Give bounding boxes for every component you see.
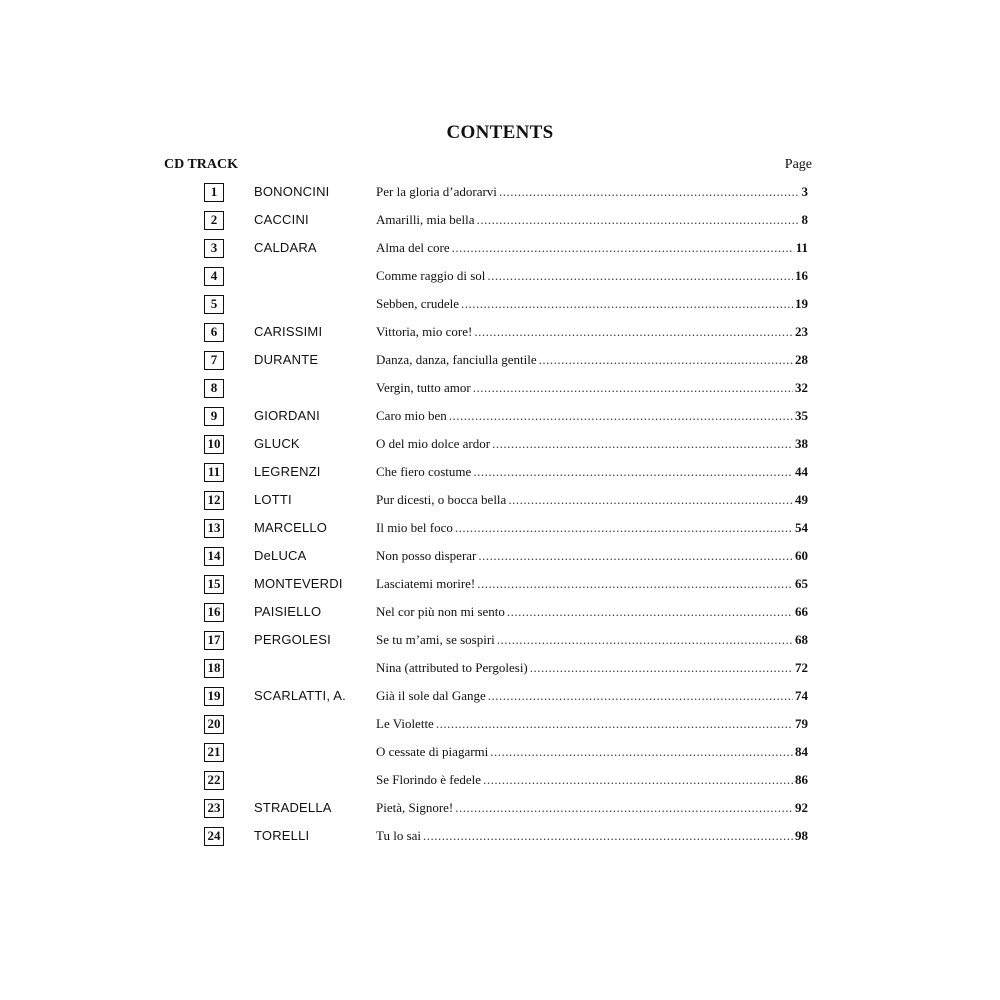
song-entry: [376, 408, 808, 424]
dot-leader: [478, 548, 793, 564]
page-column-header: Page: [784, 157, 812, 172]
contents-row: [0, 713, 1000, 737]
song-title: Caro mio ben: [376, 408, 447, 423]
dot-leader: [455, 800, 793, 816]
song-title: Nel cor più non mi sento: [376, 604, 505, 619]
composer-name: DeLUCA: [254, 548, 307, 563]
track-number: 5: [204, 295, 224, 314]
song-title: O del mio dolce ardor: [376, 436, 491, 451]
song-title: Se Florindo è fedele: [376, 772, 482, 787]
dot-leader: [436, 716, 793, 732]
page-number: 35: [795, 408, 808, 423]
song-title: Pur dicesti, o bocca bella: [376, 492, 507, 507]
song-entry: [376, 436, 808, 452]
dot-leader: [477, 576, 793, 592]
dot-leader: [423, 828, 793, 844]
contents-row: [0, 265, 1000, 289]
song-title: Tu lo sai: [376, 828, 422, 843]
contents-row: [0, 741, 1000, 765]
dot-leader: [483, 772, 793, 788]
dot-leader: [473, 464, 793, 480]
song-entry: [376, 380, 808, 396]
song-title: Alma del core: [376, 240, 450, 255]
page-number: 92: [795, 800, 808, 815]
track-number: 15: [204, 575, 224, 594]
composer-name: MONTEVERDI: [254, 576, 343, 591]
contents-row: [0, 657, 1000, 681]
contents-row: [0, 181, 1000, 205]
composer-name: TORELLI: [254, 828, 310, 843]
song-entry: [376, 212, 808, 228]
track-number: 2: [204, 211, 224, 230]
page-number: 79: [795, 716, 808, 731]
track-number: 14: [204, 547, 224, 566]
composer-name: LOTTI: [254, 492, 292, 507]
song-title: Già il sole dal Gange: [376, 688, 486, 703]
song-entry: [376, 772, 808, 788]
page-number: 44: [795, 464, 808, 479]
song-entry: [376, 744, 808, 760]
page-number: 32: [795, 380, 808, 395]
song-title: Danza, danza, fanciulla gentile: [376, 352, 537, 367]
page-number: 86: [795, 772, 808, 787]
page-number: 49: [795, 492, 808, 507]
dot-leader: [490, 744, 793, 760]
contents-row: [0, 825, 1000, 849]
page-number: 3: [801, 184, 808, 199]
track-number: 4: [204, 267, 224, 286]
track-number: 7: [204, 351, 224, 370]
dot-leader: [455, 520, 793, 536]
contents-row: [0, 769, 1000, 793]
song-entry: [376, 548, 808, 564]
song-title: Il mio bel foco: [376, 520, 453, 535]
dot-leader: [449, 408, 793, 424]
song-entry: [376, 268, 808, 284]
page-number: 19: [795, 296, 808, 311]
composer-name: PERGOLESI: [254, 632, 331, 647]
cd-track-column-header: CD TRACK: [164, 157, 239, 172]
dot-leader: [507, 604, 793, 620]
contents-row: [0, 433, 1000, 457]
contents-row: [0, 629, 1000, 653]
song-entry: [376, 520, 808, 536]
dot-leader: [473, 380, 793, 396]
composer-name: CALDARA: [254, 240, 317, 255]
page-number: 68: [795, 632, 808, 647]
contents-row: [0, 405, 1000, 429]
composer-name: CARISSIMI: [254, 324, 323, 339]
dot-leader: [487, 268, 793, 284]
page-number: 66: [795, 604, 808, 619]
contents-row: [0, 293, 1000, 317]
contents-row: [0, 349, 1000, 373]
page-number: 8: [801, 212, 808, 227]
track-number: 10: [204, 435, 224, 454]
contents-row: [0, 377, 1000, 401]
composer-name: PAISIELLO: [254, 604, 322, 619]
track-number: 1: [204, 183, 224, 202]
song-entry: [376, 464, 808, 480]
composer-name: CACCINI: [254, 212, 309, 227]
song-entry: [376, 576, 808, 592]
track-number: 23: [204, 799, 224, 818]
contents-row: [0, 237, 1000, 261]
contents-row: [0, 321, 1000, 345]
song-entry: [376, 604, 808, 620]
track-number: 19: [204, 687, 224, 706]
song-title: Non posso disperar: [376, 548, 477, 563]
track-number: 12: [204, 491, 224, 510]
track-number: 22: [204, 771, 224, 790]
page-title: CONTENTS: [446, 122, 554, 143]
song-title: O cessate di piagarmi: [376, 744, 489, 759]
page-number: 28: [795, 352, 808, 367]
contents-row: [0, 489, 1000, 513]
page-number: 16: [795, 268, 808, 283]
song-title: Nina (attributed to Pergolesi): [376, 660, 528, 675]
song-entry: [376, 492, 808, 508]
contents-row: [0, 685, 1000, 709]
composer-name: SCARLATTI, A.: [254, 688, 346, 703]
song-entry: [376, 324, 808, 340]
dot-leader: [452, 240, 794, 256]
song-title: Per la gloria d’adorarvi: [376, 184, 497, 199]
song-title: Vergin, tutto amor: [376, 380, 471, 395]
page-number: 60: [795, 548, 808, 563]
dot-leader: [474, 324, 793, 340]
dot-leader: [539, 352, 793, 368]
song-entry: [376, 632, 808, 648]
composer-name: GLUCK: [254, 436, 300, 451]
song-entry: [376, 828, 808, 844]
song-title: Le Violette: [376, 716, 434, 731]
composer-name: STRADELLA: [254, 800, 332, 815]
track-number: 3: [204, 239, 224, 258]
page-number: 65: [795, 576, 808, 591]
contents-row: [0, 797, 1000, 821]
track-number: 13: [204, 519, 224, 538]
song-title: Vittoria, mio core!: [376, 324, 473, 339]
song-title: Lasciatemi morire!: [376, 576, 476, 591]
track-number: 16: [204, 603, 224, 622]
composer-name: GIORDANI: [254, 408, 320, 423]
contents-row: [0, 461, 1000, 485]
song-entry: [376, 296, 808, 312]
track-number: 9: [204, 407, 224, 426]
song-entry: [376, 352, 808, 368]
page-number: 98: [795, 828, 808, 843]
contents-row: [0, 517, 1000, 541]
track-number: 17: [204, 631, 224, 650]
page-number: 38: [795, 436, 808, 451]
page-number: 11: [795, 240, 808, 255]
song-title: Comme raggio di sol: [376, 268, 486, 283]
track-number: 18: [204, 659, 224, 678]
contents-row: [0, 209, 1000, 233]
song-title: Amarilli, mia bella: [376, 212, 475, 227]
song-title: Se tu m’ami, se sospiri: [376, 632, 495, 647]
song-title: Che fiero costume: [376, 464, 472, 479]
dot-leader: [508, 492, 793, 508]
song-entry: [376, 800, 808, 816]
page-number: 72: [795, 660, 808, 675]
song-entry: [376, 660, 808, 676]
contents-row: [0, 601, 1000, 625]
song-title: Sebben, crudele: [376, 296, 460, 311]
contents-row: [0, 545, 1000, 569]
song-entry: [376, 716, 808, 732]
dot-leader: [497, 632, 793, 648]
page-number: 74: [795, 688, 808, 703]
dot-leader: [477, 212, 800, 228]
page-number: 23: [795, 324, 808, 339]
dot-leader: [488, 688, 793, 704]
song-title: Pietà, Signore!: [376, 800, 454, 815]
page-number: 54: [795, 520, 808, 535]
track-number: 11: [204, 463, 224, 482]
page-number: 84: [795, 744, 808, 759]
song-entry: [376, 240, 808, 256]
contents-row: [0, 573, 1000, 597]
song-entry: [376, 688, 808, 704]
track-number: 8: [204, 379, 224, 398]
track-number: 20: [204, 715, 224, 734]
composer-name: MARCELLO: [254, 520, 328, 535]
composer-name: LEGRENZI: [254, 464, 321, 479]
song-entry: [376, 184, 808, 200]
composer-name: BONONCINI: [254, 184, 330, 199]
dot-leader: [492, 436, 793, 452]
track-number: 21: [204, 743, 224, 762]
track-number: 6: [204, 323, 224, 342]
composer-name: DURANTE: [254, 352, 319, 367]
dot-leader: [530, 660, 793, 676]
track-number: 24: [204, 827, 224, 846]
dot-leader: [499, 184, 800, 200]
dot-leader: [461, 296, 793, 312]
